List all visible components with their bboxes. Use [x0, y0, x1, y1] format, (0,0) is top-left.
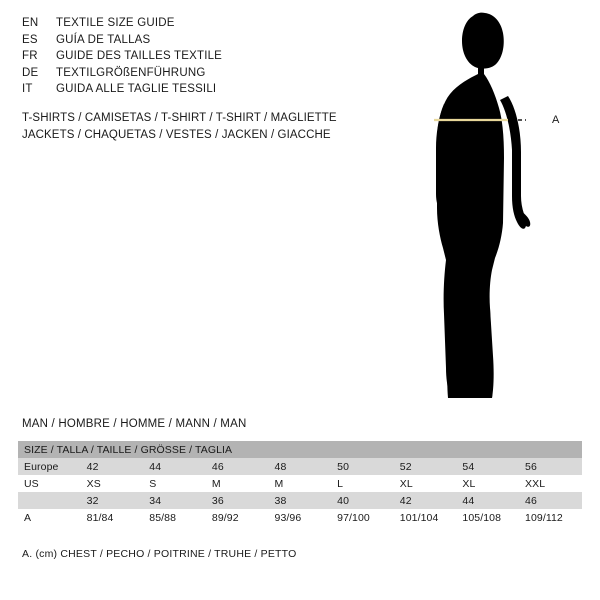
table-row	[18, 492, 582, 509]
cell-value: M	[269, 475, 332, 492]
cell-value: 101/104	[394, 509, 457, 526]
language-code: FR	[22, 50, 38, 62]
cell-value: 54	[456, 458, 519, 475]
cell-value: 48	[269, 458, 332, 475]
cell-value: M	[206, 475, 269, 492]
cell-value: XXL	[519, 475, 582, 492]
cell-value: XS	[81, 475, 144, 492]
cell-value: 105/108	[456, 509, 519, 526]
language-header-block	[22, 17, 362, 100]
table-header-label: SIZE / TALLA / TAILLE / GRÖSSE / TAGLIA	[18, 441, 582, 458]
row-label: US	[18, 475, 81, 492]
cell-value: 44	[456, 492, 519, 509]
cell-value: S	[143, 475, 206, 492]
cell-value: 85/88	[143, 509, 206, 526]
cell-value: 44	[143, 458, 206, 475]
language-text: GUIDA ALLE TAGLIE TESSILI	[56, 83, 217, 95]
footnote-measurement-key: A. (cm) CHEST / PECHO / POITRINE / TRUHE / PETTO	[22, 548, 297, 560]
row-label	[18, 492, 81, 509]
table-header-row	[18, 441, 582, 458]
cell-value: 50	[331, 458, 394, 475]
cell-value: 36	[206, 492, 269, 509]
category-line-tshirts: T-SHIRTS / CAMISETAS / T-SHIRT / T-SHIRT / MAGLIETTE	[22, 112, 337, 124]
language-text: TEXTILE SIZE GUIDE	[56, 17, 175, 29]
cell-value: XL	[394, 475, 457, 492]
language-code: DE	[22, 66, 39, 79]
cell-value: 89/92	[206, 509, 269, 526]
size-table	[18, 441, 582, 526]
language-code: ES	[22, 33, 38, 46]
cell-value: 46	[206, 458, 269, 475]
language-row	[22, 67, 362, 84]
male-silhouette-icon	[400, 8, 600, 408]
language-row	[22, 34, 362, 51]
table-row	[18, 458, 582, 475]
body-silhouette-figure	[400, 8, 600, 408]
cell-value: 38	[269, 492, 332, 509]
table-row	[18, 475, 582, 492]
language-text: GUÍA DE TALLAS	[56, 33, 151, 46]
cell-value: 42	[81, 458, 144, 475]
cell-value: 97/100	[331, 509, 394, 526]
cell-value: 32	[81, 492, 144, 509]
language-row	[22, 50, 362, 67]
row-label: A	[18, 509, 81, 526]
cell-value: 109/112	[519, 509, 582, 526]
cell-value: XL	[456, 475, 519, 492]
table-row	[18, 509, 582, 526]
language-code: IT	[22, 83, 33, 95]
cell-value: 81/84	[81, 509, 144, 526]
cell-value: 52	[394, 458, 457, 475]
cell-value: L	[331, 475, 394, 492]
measure-label-a: A	[552, 114, 560, 126]
cell-value: 46	[519, 492, 582, 509]
cell-value: 42	[394, 492, 457, 509]
table-title: MAN / HOMBRE / HOMME / MANN / MAN	[22, 418, 247, 430]
language-text: GUIDE DES TAILLES TEXTILE	[56, 50, 223, 62]
language-row	[22, 17, 362, 34]
language-text: TEXTILGRÖßENFÜHRUNG	[56, 66, 206, 79]
garment-category-block	[22, 110, 392, 144]
category-line-jackets: JACKETS / CHAQUETAS / VESTES / JACKEN / GIACCHE	[22, 129, 331, 141]
cell-value: 34	[143, 492, 206, 509]
language-row	[22, 83, 362, 100]
cell-value: 56	[519, 458, 582, 475]
language-code: EN	[22, 17, 39, 29]
cell-value: 93/96	[269, 509, 332, 526]
row-label: Europe	[18, 458, 81, 475]
cell-value: 40	[331, 492, 394, 509]
